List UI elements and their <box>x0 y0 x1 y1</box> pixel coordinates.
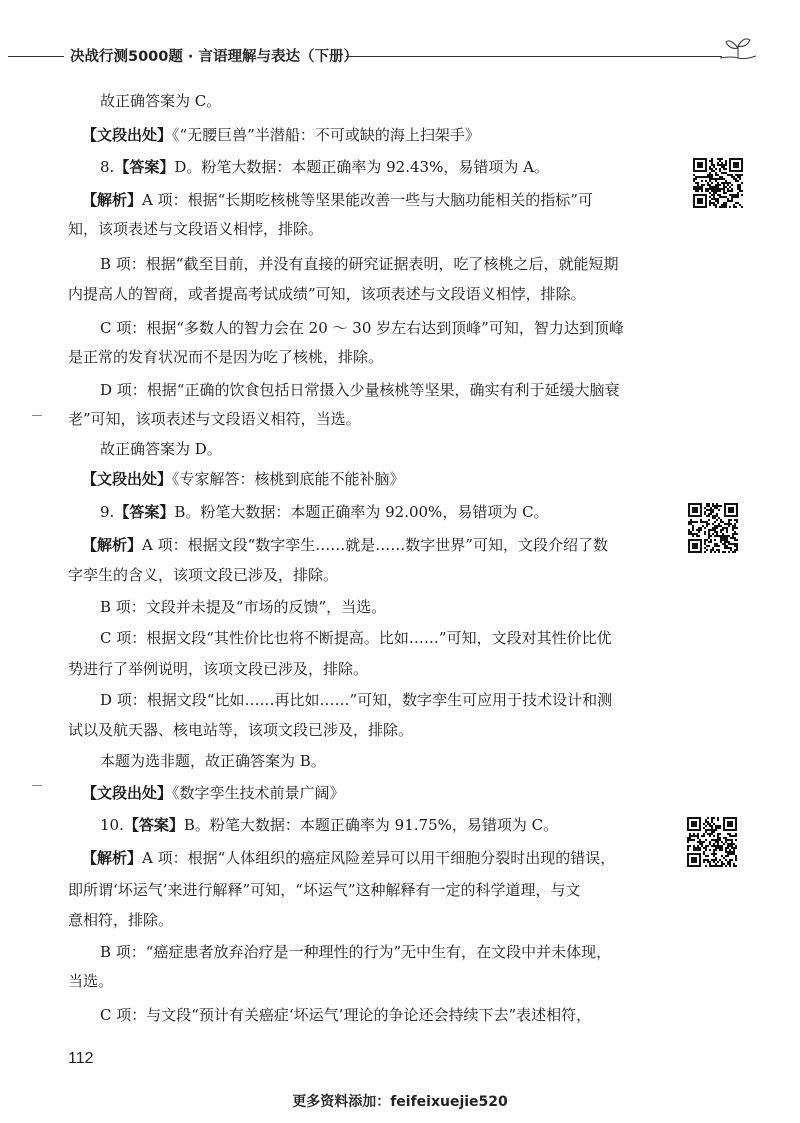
line-prefix: 8. <box>100 158 115 176</box>
line-text: A 项：根据“长期吃核桃等坚果能改善一些与大脑功能相关的指标”可 <box>142 191 593 209</box>
line-text: B 项：根据“截至目前，并没有直接的研究证据表明，吃了核桃之后，就能短期 <box>100 255 619 273</box>
footer-note: 更多资料添加：feifeixuejie520 <box>292 1094 508 1110</box>
line-text: 是正常的发育状况而不是因为吃了核桃，排除。 <box>68 348 384 366</box>
text-line <box>100 502 549 522</box>
line-text: 故正确答案为 D。 <box>100 440 222 458</box>
line-prefix: 10. <box>100 816 124 834</box>
text-line <box>68 565 338 585</box>
line-text: 《专家解答：核桃到底能不能补脑》 <box>172 470 405 488</box>
text-line <box>82 125 480 145</box>
text-line <box>68 659 368 679</box>
section-tag: 【解析】 <box>82 849 143 867</box>
section-tag: 【答案】 <box>114 503 175 521</box>
section-tag: 【答案】 <box>114 158 175 176</box>
line-text: 当选。 <box>68 972 114 990</box>
section-tag: 【文段出处】 <box>82 126 173 144</box>
line-text: 老”可知，该项表述与文段语义相符，当选。 <box>68 410 361 428</box>
text-line <box>100 1005 591 1025</box>
section-tag: 【文段出处】 <box>82 470 173 488</box>
header-rule-right <box>346 56 722 57</box>
line-text: C 项：根据文段“其性价比也将不断提高。比如……”可知，文段对其性价比优 <box>100 629 612 647</box>
text-line <box>100 318 624 338</box>
running-header <box>0 42 800 72</box>
line-text: C 项：根据“多数人的智力会在 20 ～ 30 岁左右达到顶峰”可知，智力达到顶峰 <box>100 319 624 337</box>
text-line <box>68 409 361 429</box>
text-line <box>68 910 173 930</box>
text-line <box>82 535 608 555</box>
text-line <box>68 971 113 991</box>
section-tag: 【解析】 <box>82 191 143 209</box>
text-line <box>100 439 222 459</box>
line-text: B。粉笔大数据：本题正确率为 91.75%，易错项为 C。 <box>183 816 559 834</box>
line-text: B 项：文段并未提及“市场的反馈”，当选。 <box>100 598 387 616</box>
text-line <box>100 157 549 177</box>
text-line <box>68 720 413 740</box>
text-line <box>68 219 323 239</box>
text-line <box>68 284 586 304</box>
line-text: 字孪生的含义，该项文段已涉及，排除。 <box>68 566 339 584</box>
line-text: A 项：根据“人体组织的癌症风险差异可以用干细胞分裂时出现的错误， <box>142 849 616 867</box>
line-text: B 项：“癌症患者放弃治疗是一种理性的行为”无中生有，在文段中并未体现， <box>100 943 612 961</box>
text-line <box>100 751 326 771</box>
section-tag: 【解析】 <box>82 536 143 554</box>
line-text: A 项：根据文段“数字孪生……就是……数字世界”可知，文段介绍了数 <box>142 536 608 554</box>
header-rule-left <box>8 56 64 57</box>
text-line <box>100 628 612 648</box>
line-text: 本题为选非题，故正确答案为 B。 <box>100 752 326 770</box>
page-number: 112 <box>68 1050 94 1067</box>
qr-code-icon <box>693 158 743 208</box>
text-line <box>82 469 405 489</box>
sprout-icon <box>718 34 758 64</box>
line-text: 内提高人的智商，或者提高考试成绩”可知，该项表述与文段语义相悖，排除。 <box>68 285 586 303</box>
line-text: 故正确答案为 C。 <box>100 92 222 110</box>
text-line <box>82 783 345 803</box>
text-line <box>100 380 619 400</box>
text-line <box>68 347 383 367</box>
section-tag: 【文段出处】 <box>82 784 173 802</box>
text-line <box>100 597 386 617</box>
line-text: D 项：根据“正确的饮食包括日常摄入少量核桃等坚果，确实有利于延缓大脑衰 <box>100 381 620 399</box>
line-text: 《“无腰巨兽”半潜船：不可或缺的海上扫架手》 <box>172 126 480 144</box>
line-prefix: 9. <box>100 503 115 521</box>
line-text: D 项：根据文段“比如……再比如……”可知，数字孪生可应用于技术设计和测 <box>100 691 613 709</box>
line-text: 知，该项表述与文段语义相悖，排除。 <box>68 220 324 238</box>
text-line <box>100 690 612 710</box>
text-line <box>68 880 581 900</box>
qr-code-icon <box>687 817 737 867</box>
header-title: 决战行测5000题 · 言语理解与表达（下册） <box>70 49 358 65</box>
line-text: 即所谓‘坏运气’来进行解释”可知，“坏运气”这种解释有一定的科学道理，与文 <box>68 881 581 899</box>
line-text: 试以及航天器、核电站等，该项文段已涉及，排除。 <box>68 721 414 739</box>
section-tag: 【答案】 <box>123 816 184 834</box>
qr-code-icon <box>688 503 738 553</box>
text-line <box>100 815 558 835</box>
line-text: 《数字孪生技术前景广阔》 <box>172 784 345 802</box>
text-line <box>100 91 221 111</box>
line-text: 意相符，排除。 <box>68 911 174 929</box>
text-line <box>100 942 611 962</box>
text-line <box>100 254 618 274</box>
line-text: B。粉笔大数据：本题正确率为 92.00%，易错项为 C。 <box>174 503 549 521</box>
margin-mark <box>32 785 42 786</box>
line-text: D。粉笔大数据：本题正确率为 92.43%，易错项为 A。 <box>174 158 549 176</box>
text-line <box>82 190 593 210</box>
margin-mark <box>32 415 42 416</box>
line-text: C 项：与文段“预计有关癌症‘坏运气’理论的争论还会持续下去”表述相符， <box>100 1006 592 1024</box>
text-line <box>82 848 615 868</box>
line-text: 势进行了举例说明，该项文段已涉及，排除。 <box>68 660 369 678</box>
